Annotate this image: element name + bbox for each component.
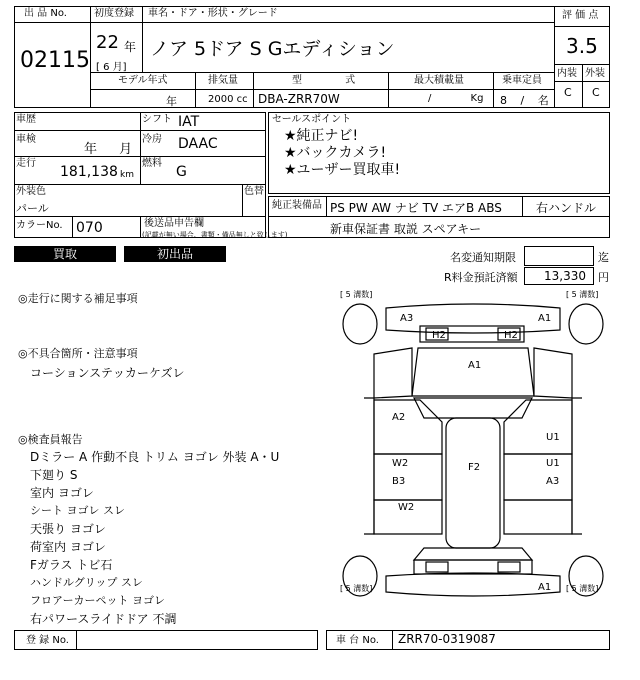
inspector-line: シート ヨゴレ スレ bbox=[30, 504, 125, 517]
mark-headlight-right-h2: H2 bbox=[504, 330, 518, 341]
inspector-label: ◎検査員報告 bbox=[18, 433, 83, 446]
buy-button[interactable]: 買取 bbox=[14, 246, 116, 262]
mark-headlight-left-h2: H2 bbox=[432, 330, 446, 341]
displacement-label: 排気量 bbox=[208, 75, 238, 86]
model-year-unit: 年 bbox=[166, 95, 177, 108]
mark-rear-bumper-a1: A1 bbox=[538, 582, 552, 593]
interior-label: 内装 bbox=[557, 68, 577, 79]
equipment-extras: 新車保証書 取説 スペアキー bbox=[330, 222, 482, 236]
chassis-no: ZRR70-0319087 bbox=[398, 632, 496, 646]
first-reg-label: 初度登録 bbox=[94, 8, 134, 19]
capacity-value: 8 / 名 bbox=[500, 94, 549, 107]
history-label: 車歴 bbox=[16, 114, 36, 125]
mileage-value: 181,138 bbox=[60, 164, 118, 180]
type-label: 型 式 bbox=[292, 75, 356, 86]
car-name-label: 車名・ドア・形状・グレード bbox=[148, 8, 278, 19]
color-no-label: カラーNo. bbox=[16, 220, 63, 231]
mark-rear-door-left-b3: B3 bbox=[392, 476, 406, 487]
recycle-value: 13,330 bbox=[544, 269, 586, 283]
exterior-label: 外装 bbox=[585, 68, 605, 79]
inspector-line: Fガラス トビ石 bbox=[30, 558, 113, 572]
exterior-grade: C bbox=[592, 86, 600, 99]
mark-rear-door-right-u1: U1 bbox=[546, 458, 560, 469]
mark-hood-a1: A1 bbox=[468, 360, 482, 371]
hood bbox=[412, 348, 534, 396]
rear-bumper bbox=[386, 573, 560, 596]
side-sill-right bbox=[572, 398, 582, 534]
recycle-label: R料金預託済額 bbox=[444, 271, 518, 284]
mark-quarter-left-w2: W2 bbox=[398, 502, 415, 513]
max-load-value: / Kg bbox=[428, 93, 484, 104]
chassis-label: 車 台 No. bbox=[336, 635, 379, 646]
mileage-label: 走行 bbox=[16, 158, 36, 169]
roof bbox=[446, 418, 500, 548]
color-change-label: 色替 bbox=[244, 186, 264, 197]
sales-point-3: ★ユーザー買取車! bbox=[284, 162, 401, 178]
grade-label: 評 価 点 bbox=[562, 10, 599, 21]
grade-value: 3.5 bbox=[566, 34, 598, 58]
tire-front-right bbox=[569, 304, 603, 344]
type-value: DBA-ZRR70W bbox=[258, 92, 340, 106]
post-docs-note: (記載が無い場合、書類・備品無しと致します) bbox=[142, 231, 288, 239]
defects-text: コーションステッカーケズレ bbox=[30, 366, 185, 380]
inspection-value: 年 月 bbox=[84, 142, 133, 157]
mark-front-bumper-a3: A3 bbox=[400, 313, 414, 324]
mark-front-door-left-a2: A2 bbox=[392, 412, 406, 423]
ac-label: 冷房 bbox=[142, 134, 162, 145]
front-door-right bbox=[504, 400, 572, 454]
lot-label: 出 品 No. bbox=[24, 8, 67, 19]
first-listing-button[interactable]: 初出品 bbox=[124, 246, 226, 262]
displacement-value: 2000 cc bbox=[208, 94, 248, 105]
shift-label: シフト bbox=[142, 114, 172, 125]
inspection-label: 車検 bbox=[16, 134, 36, 145]
exterior-color-label: 外装色 bbox=[16, 186, 46, 197]
interior-grade: C bbox=[564, 86, 572, 99]
tire-tag-front-right: [ 5 溝数] bbox=[566, 290, 599, 299]
capacity-label: 乗車定員 bbox=[502, 75, 542, 86]
taillight-right bbox=[498, 562, 520, 572]
front-door-left bbox=[374, 400, 442, 454]
fender-left bbox=[374, 348, 412, 398]
sales-points-label: セールスポイント bbox=[272, 114, 352, 125]
equipment-label: 純正装備品 bbox=[272, 200, 322, 211]
sales-point-1: ★純正ナビ! bbox=[284, 128, 359, 144]
mark-front-door-right-u1: U1 bbox=[546, 432, 560, 443]
mark-rear-door-left-w2: W2 bbox=[392, 458, 409, 469]
inspector-line: ハンドルグリップ スレ bbox=[30, 576, 143, 589]
rear-glass bbox=[414, 548, 532, 560]
exterior-color-value: パール bbox=[16, 202, 49, 215]
tire-tag-rear-right: [ 5 溝数] bbox=[566, 584, 599, 593]
inspector-line: フロアーカーペット ヨゴレ bbox=[30, 594, 165, 607]
fuel-value: G bbox=[176, 164, 187, 180]
reg-no-label: 登 録 No. bbox=[26, 635, 69, 646]
model-year-label: モデル年式 bbox=[118, 75, 168, 86]
inspector-line: 天張り ヨゴレ bbox=[30, 522, 106, 536]
first-reg-month: [ 6 月] bbox=[96, 62, 127, 73]
driving-remarks-label: ◎走行に関する補足事項 bbox=[18, 292, 138, 305]
sales-point-2: ★バックカメラ! bbox=[284, 145, 387, 161]
defects-label: ◎不具合箇所・注意事項 bbox=[18, 347, 138, 360]
rear-door-right bbox=[504, 454, 572, 500]
car-damage-diagram bbox=[334, 286, 612, 612]
mileage-unit: km bbox=[120, 170, 134, 180]
post-docs-label: 後送品申告欄 bbox=[144, 218, 204, 229]
inspector-line: 荷室内 ヨゴレ bbox=[30, 540, 106, 554]
first-reg-year-unit: 年 bbox=[124, 40, 137, 54]
car-name: ノア 5ドア S Gエディション bbox=[150, 38, 395, 60]
inspector-line: Dミラー A 作動不良 トリム ヨゴレ 外装 A・U bbox=[30, 450, 280, 464]
fuel-label: 燃料 bbox=[142, 158, 162, 169]
steering-value: 右ハンドル bbox=[536, 201, 597, 215]
color-no-value: 070 bbox=[76, 220, 103, 236]
inspector-line: 室内 ヨゴレ bbox=[30, 486, 94, 500]
max-load-label: 最大積載量 bbox=[414, 75, 464, 86]
mark-roof-f2: F2 bbox=[468, 462, 481, 473]
name-change-unit: 迄 bbox=[598, 251, 609, 264]
mark-front-bumper-a1: A1 bbox=[538, 313, 552, 324]
shift-value: IAT bbox=[178, 114, 200, 130]
fender-right bbox=[534, 348, 572, 398]
name-change-label: 名変通知期限 bbox=[450, 251, 516, 264]
tire-front-left bbox=[343, 304, 377, 344]
taillight-left bbox=[426, 562, 448, 572]
recycle-unit: 円 bbox=[598, 271, 609, 284]
name-change-box bbox=[524, 246, 594, 266]
quarter-right bbox=[504, 500, 572, 534]
inspector-line: 下廻り S bbox=[30, 468, 78, 482]
first-reg-year: 22 bbox=[96, 32, 119, 53]
tire-tag-rear-left: [ 5 溝数] bbox=[340, 584, 373, 593]
side-sill-left bbox=[364, 398, 374, 534]
windshield bbox=[414, 398, 532, 418]
mark-rear-door-right-a3: A3 bbox=[546, 476, 560, 487]
lot-number: 02115 bbox=[20, 48, 90, 73]
tire-tag-front-left: [ 5 溝数] bbox=[340, 290, 373, 299]
equipment-items: PS PW AW ナビ TV エアB ABS bbox=[330, 201, 502, 215]
ac-value: DAAC bbox=[178, 136, 218, 152]
inspector-line: 右パワースライドドア 不調 bbox=[30, 612, 177, 626]
